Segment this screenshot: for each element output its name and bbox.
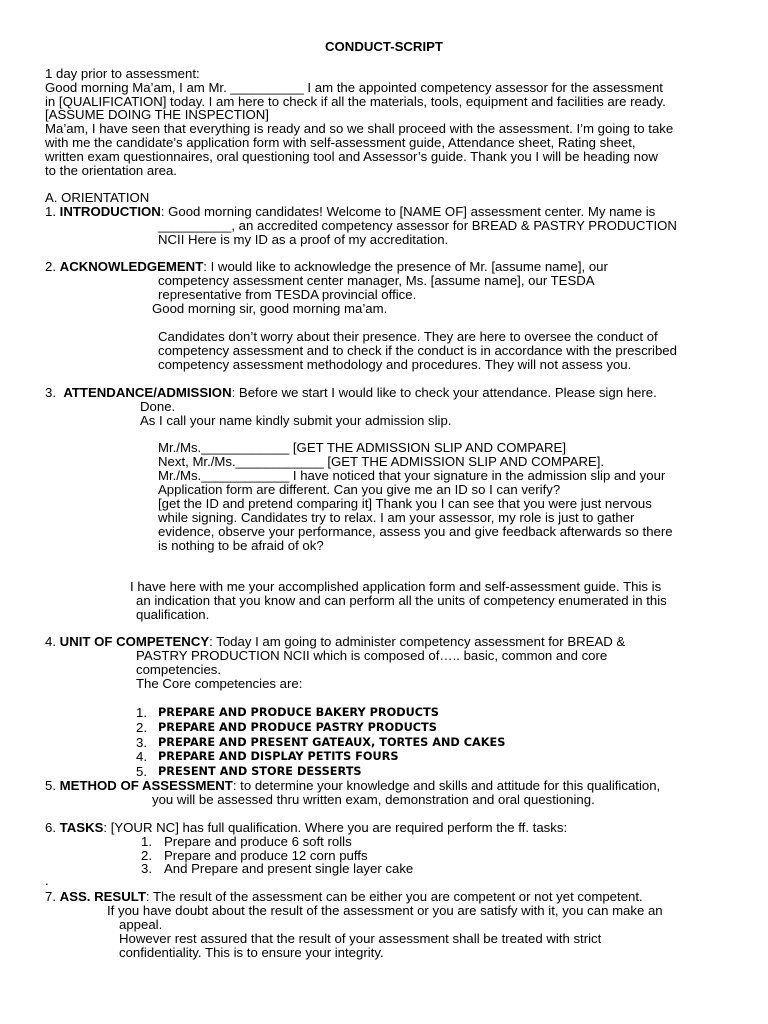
- attendance-line: Done.: [140, 399, 176, 414]
- attendance-line: Application form are different. Can you give me an ID so I can verify?: [158, 482, 561, 497]
- item-text: : [YOUR NC] has full qualification. Where you are required perform the ff. tasks:: [103, 820, 568, 835]
- attendance-line: an indication that you know and can perform all the units of competency enumerated in this: [136, 593, 667, 608]
- attendance-item: [45, 386, 657, 400]
- item-text: : Today I am going to administer competency assessment for BREAD &: [209, 634, 626, 649]
- unit-line: PASTRY PRODUCTION NCII which is composed of….. basic, common and core: [136, 648, 608, 663]
- item-text: : Good morning candidates! Welcome to [NAME OF] assessment center. My name is: [160, 204, 656, 219]
- item-label: METHOD OF ASSESSMENT: [59, 778, 233, 793]
- core-competency: PREPARE AND PRESENT GATEAUX, TORTES AND CAKES: [158, 736, 506, 749]
- task-number: 1.: [141, 834, 152, 849]
- unit-line: The Core competencies are:: [136, 676, 303, 691]
- core-number: 3.: [136, 735, 147, 750]
- task-text: And Prepare and present single layer cake: [164, 861, 414, 876]
- task-number: 3.: [141, 861, 152, 876]
- attendance-line: Next, Mr./Ms.____________ [GET THE ADMISSION SLIP AND COMPARE].: [158, 454, 605, 469]
- item-label: ASS. RESULT: [59, 889, 146, 904]
- item-number: 5.: [45, 778, 56, 793]
- acknowledgement-line: Candidates don’t worry about their presence. They are here to oversee the conduct of: [158, 329, 658, 344]
- introduction-line: NCII Here is my ID as a proof of my accreditation.: [158, 232, 449, 247]
- intro-line: Good morning Ma’am, I am Mr. __________ I am the appointed competency assessor for the assessment: [45, 80, 663, 95]
- tasks-item: [45, 821, 567, 835]
- acknowledgement-line: competency assessment methodology and procedures. They will not assess you.: [158, 357, 632, 372]
- item-number: 1.: [45, 204, 56, 219]
- task-text: Prepare and produce 12 corn puffs: [164, 848, 368, 863]
- unit-line: competencies.: [136, 662, 222, 677]
- unit-item: [45, 635, 625, 649]
- task-text: Prepare and produce 6 soft rolls: [164, 834, 352, 849]
- acknowledgement-line: representative from TESDA provincial office.: [158, 287, 417, 302]
- core-number: 1.: [136, 705, 147, 720]
- item-number: 6.: [45, 820, 56, 835]
- attendance-line: Mr./Ms.____________ [GET THE ADMISSION SLIP AND COMPARE]: [158, 440, 566, 455]
- intro-line: 1 day prior to assessment:: [45, 66, 200, 81]
- item-text: : I would like to acknowledge the presence of Mr. [assume name], our: [203, 259, 608, 274]
- item-label: INTRODUCTION: [59, 204, 161, 219]
- acknowledgement-line: competency assessment and to check if the conduct is in accordance with the prescribed: [158, 343, 677, 358]
- introduction-line: __________, an accredited competency assessor for BREAD & PASTRY PRODUCTION: [158, 218, 677, 233]
- item-label: UNIT OF COMPETENCY: [59, 634, 210, 649]
- item-label: ACKNOWLEDGEMENT: [59, 259, 204, 274]
- item-text: : The result of the assessment can be either you are competent or not yet competent.: [145, 889, 643, 904]
- item-text: : Before we start I would like to check your attendance. Please sign here.: [231, 385, 657, 400]
- attendance-line: qualification.: [136, 607, 210, 622]
- core-number: 4.: [136, 749, 147, 764]
- item-text: : to determine your knowledge and skills and attitude for this qualification,: [232, 778, 661, 793]
- attendance-line: [get the ID and pretend comparing it] Thank you I can see that you were just nervous: [158, 496, 652, 511]
- attendance-line: while signing. Candidates try to relax. I am your assessor, my role is just to gather: [158, 510, 635, 525]
- result-line: confidentiality. This is to ensure your integrity.: [119, 945, 384, 960]
- intro-line: in [QUALIFICATION] today. I am here to check if all the materials, tools, equipment and facilities are ready.: [45, 94, 666, 109]
- intro-line: written exam questionnaires, oral questioning tool and Assessor’s guide. Thank you I will be heading now: [45, 149, 658, 164]
- intro-line: to the orientation area.: [45, 163, 177, 178]
- item-number: 4.: [45, 634, 56, 649]
- intro-line: [ASSUME DOING THE INSPECTION]: [45, 107, 269, 122]
- attendance-line: As I call your name kindly submit your admission slip.: [140, 413, 452, 428]
- attendance-line: I have here with me your accomplished application form and self-assessment guide. This is: [130, 579, 662, 594]
- item-number: 2.: [45, 259, 56, 274]
- attendance-line: is nothing to be afraid of ok?: [158, 538, 324, 553]
- attendance-line: evidence, observe your performance, assess you and give feedback afterwards so there: [158, 524, 673, 539]
- intro-line: Ma’am, I have seen that everything is ready and so we shall proceed with the assessment. I’m going to take: [45, 121, 674, 136]
- core-competency: PREPARE AND DISPLAY PETITS FOURS: [158, 750, 399, 763]
- result-item: [45, 890, 643, 904]
- core-number: 2.: [136, 720, 147, 735]
- method-item: [45, 779, 660, 793]
- item-number: 7.: [45, 889, 56, 904]
- acknowledgement-line: competency assessment center manager, Ms. [assume name], our TESDA: [158, 273, 595, 288]
- core-number: 5.: [136, 764, 147, 779]
- result-line: If you have doubt about the result of the assessment or you are satisfy with it, you can make an: [107, 903, 663, 918]
- document-title: CONDUCT-SCRIPT: [325, 39, 443, 54]
- core-competency: PREPARE AND PRODUCE BAKERY PRODUCTS: [158, 706, 439, 719]
- introduction-item: [45, 205, 655, 219]
- task-number: 2.: [141, 848, 152, 863]
- intro-line: with me the candidate’s application form with self-assessment guide, Attendance sheet, Rating sheet,: [45, 135, 636, 150]
- section-heading: A. ORIENTATION: [45, 190, 150, 205]
- acknowledgement-item: [45, 260, 608, 274]
- result-line: However rest assured that the result of your assessment shall be treated with strict: [119, 931, 602, 946]
- method-line: you will be assessed thru written exam, demonstration and oral questioning.: [152, 792, 595, 807]
- stray-dot: .: [45, 873, 49, 888]
- item-label: TASKS: [59, 820, 104, 835]
- acknowledgement-line: Good morning sir, good morning ma’am.: [152, 301, 388, 316]
- core-competency: PREPARE AND PRODUCE PASTRY PRODUCTS: [158, 721, 437, 734]
- core-competency: PRESENT AND STORE DESSERTS: [158, 765, 362, 778]
- result-line: appeal.: [119, 917, 163, 932]
- item-number: 3.: [45, 385, 56, 400]
- item-label: ATTENDANCE/ADMISSION: [63, 385, 232, 400]
- attendance-line: Mr./Ms.____________ I have noticed that your signature in the admission slip and your: [158, 468, 666, 483]
